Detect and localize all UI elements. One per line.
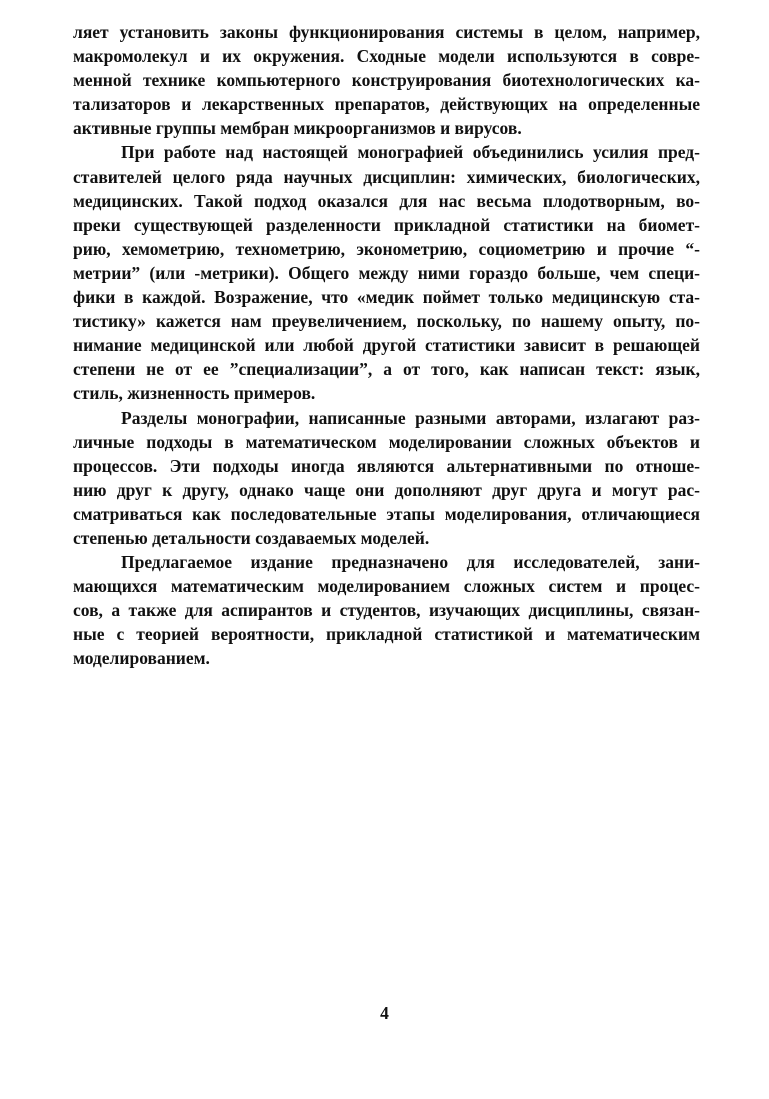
text-line: менной технике компьютерного конструирования биотехнологических ка- [73,70,700,91]
text-line: стиль, жизненность примеров. [73,383,316,404]
text-line: метрии” (или -метрики). Общего между ними гораздо больше, чем специ- [73,262,700,283]
text-line: ляет установить законы функционирования системы в целом, например, [73,22,700,42]
text-line: Разделы монографии, написанные разными авторами, излагают раз- [121,407,700,428]
page-number: 4 [380,1003,389,1023]
text-line: моделированием. [73,648,210,669]
text-line: ставителей целого ряда научных дисциплин: химических, биологических, [73,166,700,187]
text-line: нию друг к другу, однако чаще они дополняют друг друга и могут рас- [73,479,700,500]
paragraph-1 [73,20,700,140]
paragraph-4 [73,550,700,670]
text-line: сов, а также для аспирантов и студентов, изучающих дисциплины, связан- [73,600,700,621]
text-line: При работе над настоящей монографией объединились усилия пред- [121,142,700,163]
text-line: рию, хемометрию, технометрию, эконометрию, социометрию и прочие “- [73,238,700,259]
text-line: активные группы мембран микроорганизмов и вирусов. [73,118,522,139]
text-line: Предлагаемое издание предназначено для исследователей, зани- [121,552,700,573]
text-line: степени не от ее ”специализации”, а от того, как написан текст: язык, [73,359,700,380]
text-line: сматриваться как последовательные этапы моделирования, отличающиеся [73,503,700,524]
text-line: фики в каждой. Возражение, что «медик поймет только медицинскую ста- [73,287,700,308]
text-line: личные подходы в математическом моделировании сложных объектов и [73,431,700,452]
paragraph-3 [73,406,700,551]
text-line: ные с теорией вероятности, прикладной статистикой и математическим [73,624,700,645]
text-line: степенью детальности создаваемых моделей. [73,527,430,548]
text-line: процессов. Эти подходы иногда являются альтернативными по отноше- [73,455,700,476]
text-line: преки существующей разделенности прикладной статистики на биомет- [73,214,700,235]
text-line: медицинских. Такой подход оказался для нас весьма плодотворным, во- [73,190,700,211]
text-line: мающихся математическим моделированием сложных систем и процес- [73,576,700,597]
body-text [73,20,700,671]
text-line: нимание медицинской или любой другой статистики зависит в решающей [73,335,700,356]
text-line: тализаторов и лекарственных препаратов, действующих на определенные [73,94,700,115]
paragraph-2 [73,140,700,405]
text-line: тистику» кажется нам преувеличением, поскольку, по нашему опыту, по- [73,311,700,332]
text-line: макромолекул и их окружения. Сходные модели используются в совре- [73,46,700,67]
